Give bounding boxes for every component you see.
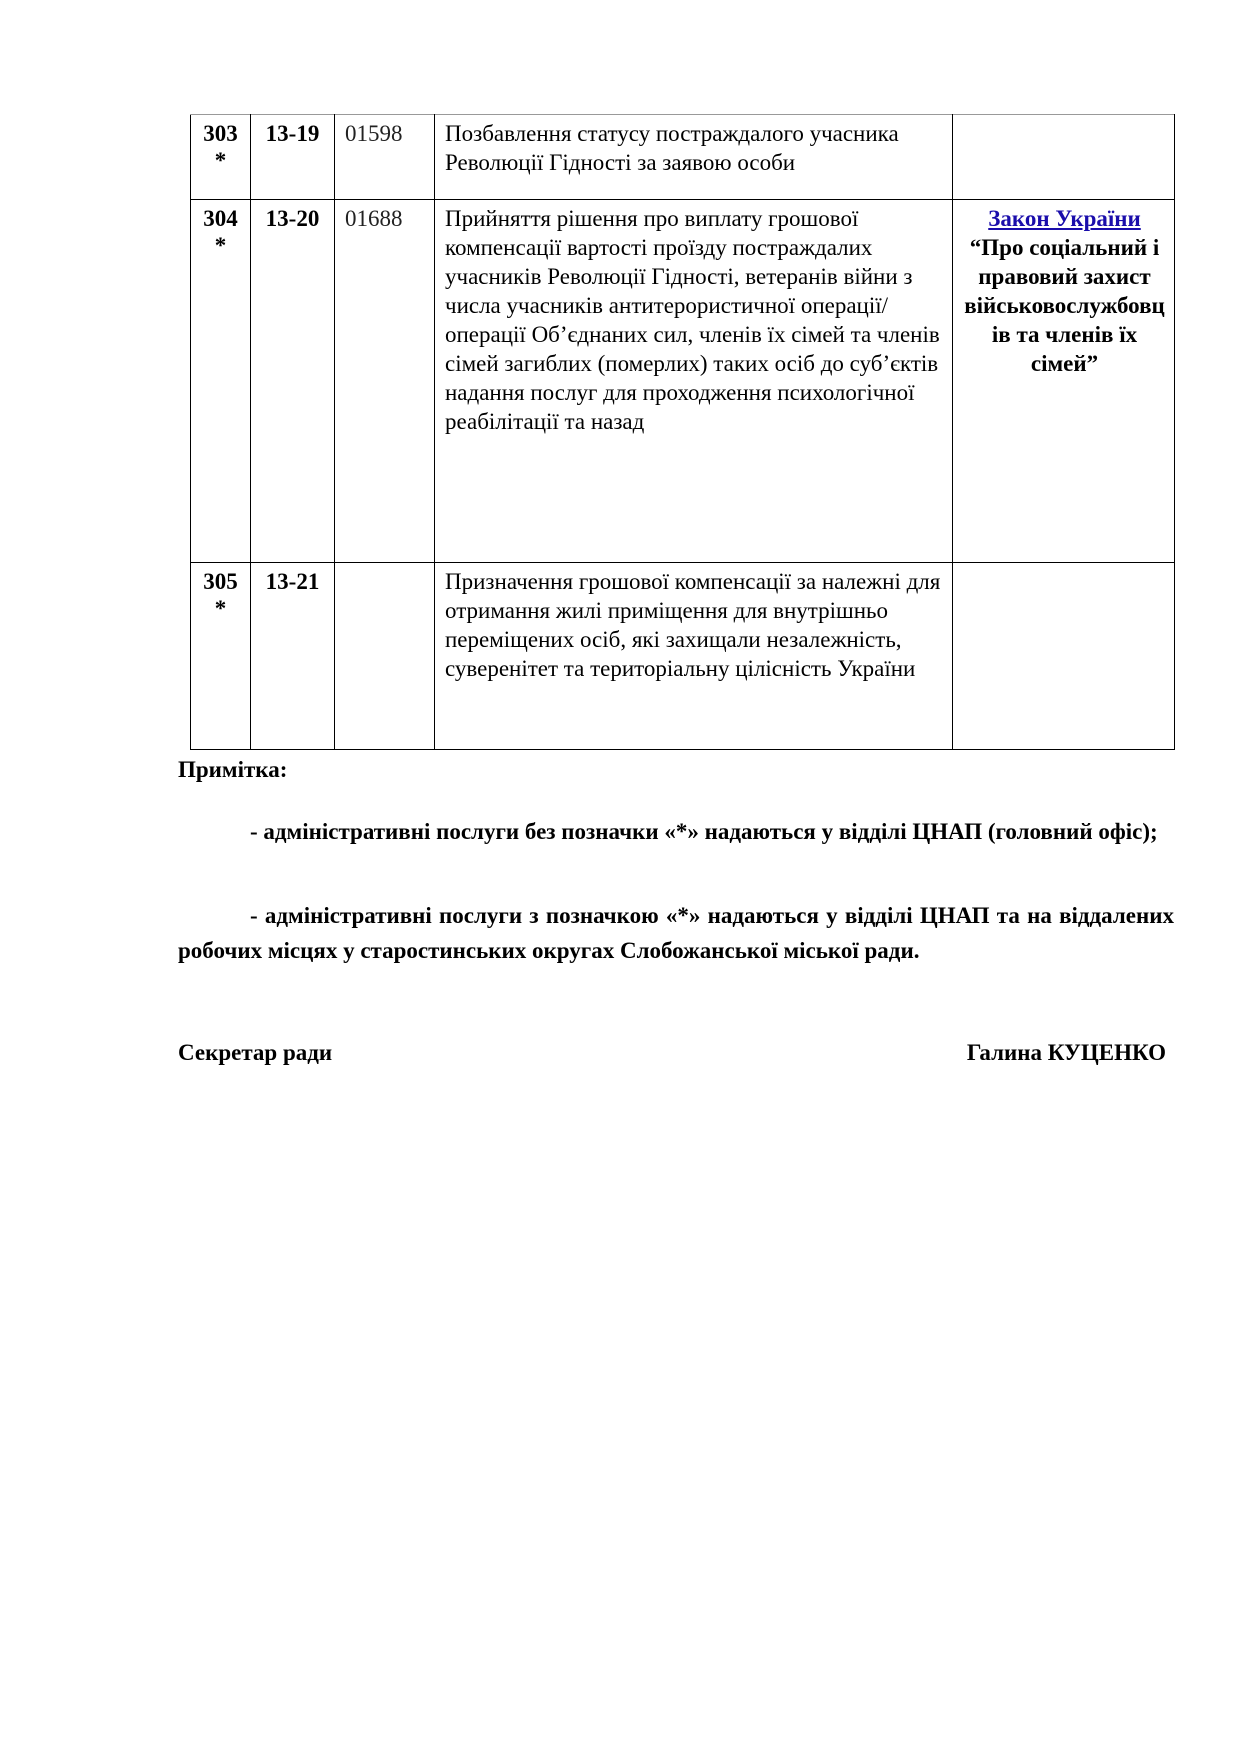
signature-role: Секретар ради (178, 1040, 333, 1065)
row-number: 303 (203, 121, 238, 146)
row-code: 13-21 (251, 563, 335, 750)
note-line-2: - адміністративні послуги з позначкою «*» надаються у відділі ЦНАП та на віддалених робочих місцях у старостинських округах Слобожанської міської ради. (178, 903, 1174, 963)
table-row (191, 200, 1175, 563)
services-table (190, 114, 1175, 750)
row-number: 305 (203, 569, 238, 594)
table-row (191, 115, 1175, 200)
law-text: “Про соціальний і правовий захист військовослужбовців та членів їх сімей” (964, 235, 1165, 376)
row-service-name: Позбавлення статусу постраждалого учасника Революції Гідності за заявою особи (435, 115, 953, 200)
signature-name: Галина КУЦЕНКО (966, 1040, 1166, 1065)
row-service-name: Прийняття рішення про виплату грошової компенсації вартості проїзду постраждалих учасників Революції Гідності, ветеранів війни з числа учасників антитерористичної операції/операції Об’єднаних сил, членів їх сімей та членів сімей загиблих (померлих) таких осіб до суб’єктів надання послуг для проходження психологічної реабілітації та назад (435, 200, 953, 563)
note-line-1: - адміністративні послуги без позначки «*» надаються у відділі ЦНАП (головний офіс); (250, 819, 1158, 844)
row-number-cell (191, 200, 251, 563)
law-link[interactable]: Закон України (988, 206, 1141, 231)
row-number-cell (191, 563, 251, 750)
row-law-cell (953, 563, 1175, 750)
row-number: 304 (203, 206, 238, 231)
row-law-cell (953, 115, 1175, 200)
row-code: 13-19 (251, 115, 335, 200)
row-number-cell (191, 115, 251, 200)
row-mark: * (214, 596, 227, 621)
row-service-id (335, 563, 435, 750)
row-mark: * (214, 148, 227, 173)
table-row (191, 563, 1175, 750)
row-mark: * (214, 233, 227, 258)
row-law-cell (953, 200, 1175, 563)
row-service-id: 01598 (335, 115, 435, 200)
row-service-id: 01688 (335, 200, 435, 563)
note-title: Примітка: (178, 757, 288, 782)
row-service-name: Призначення грошової компенсації за належні для отримання жилі приміщення для внутрішньо переміщених осіб, які захищали незалежність, суверенітет та територіальну цілісність України (435, 563, 953, 750)
row-code: 13-20 (251, 200, 335, 563)
